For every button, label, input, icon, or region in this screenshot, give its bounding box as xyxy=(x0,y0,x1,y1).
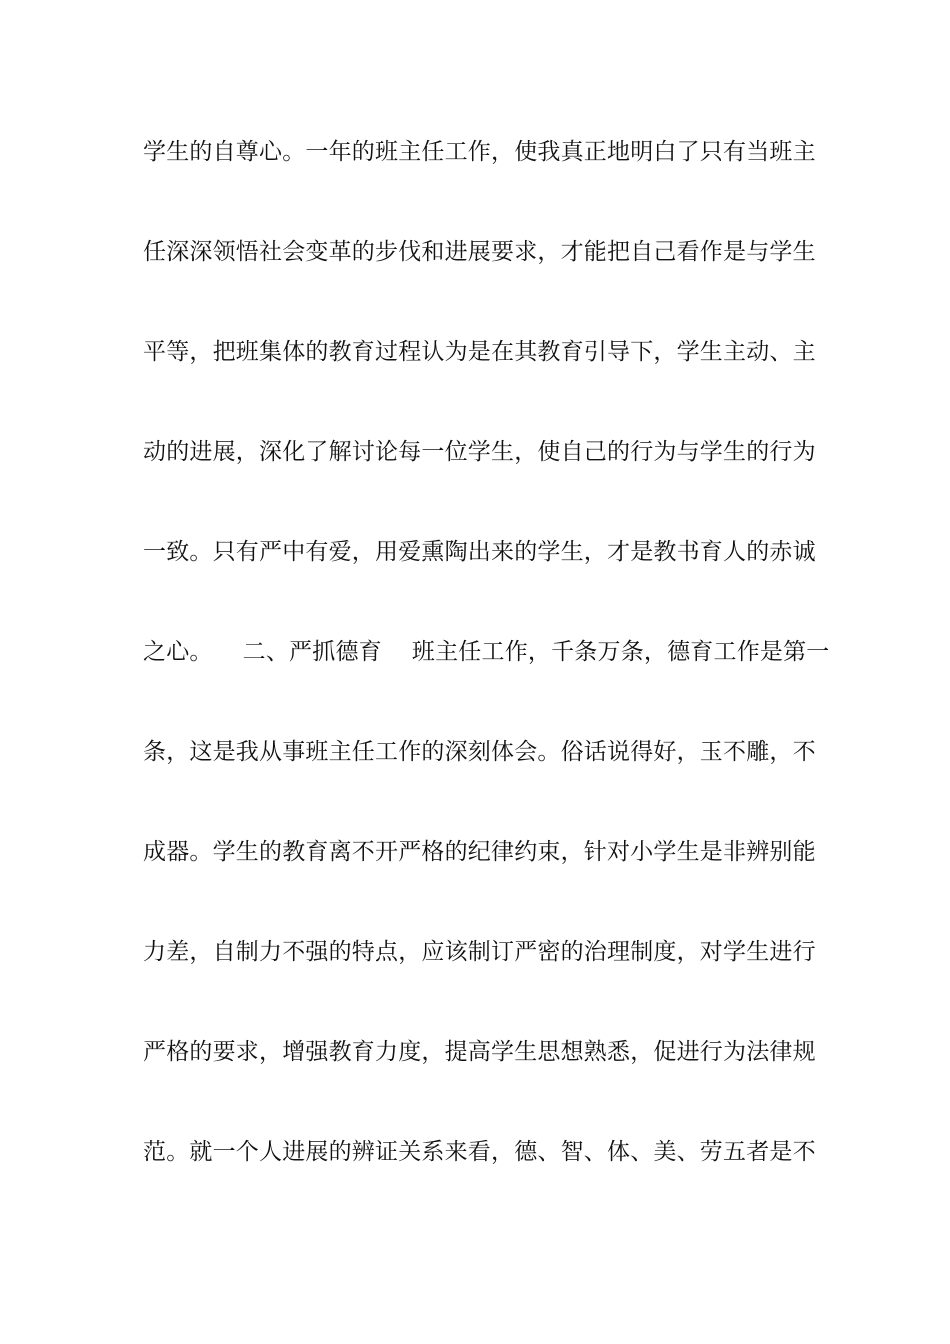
text-line: 之心。 二、严抓德育 班主任工作，千条万条，德育工作是第一 xyxy=(143,639,830,665)
text-line: 平等，把班集体的教育过程认为是在其教育引导下，学生主动、主 xyxy=(143,339,816,365)
text-line: 动的进展，深化了解讨论每一位学生，使自己的行为与学生的行为 xyxy=(143,439,816,465)
text-line: 力差，自制力不强的特点，应该制订严密的治理制度，对学生进行 xyxy=(143,939,816,965)
text-line: 严格的要求，增强教育力度，提高学生思想熟悉，促进行为法律规 xyxy=(143,1039,816,1065)
text-line: 成器。学生的教育离不开严格的纪律约束，针对小学生是非辨别能 xyxy=(143,839,816,865)
text-line: 任深深领悟社会变革的步伐和进展要求，才能把自己看作是与学生 xyxy=(143,239,816,265)
text-line: 学生的自尊心。一年的班主任工作，使我真正地明白了只有当班主 xyxy=(143,139,816,165)
text-line: 一致。只有严中有爱，用爱熏陶出来的学生，才是教书育人的赤诚 xyxy=(143,539,816,565)
text-line: 范。就一个人进展的辨证关系来看，德、智、体、美、劳五者是不 xyxy=(143,1139,816,1165)
text-line: 条，这是我从事班主任工作的深刻体会。俗话说得好，玉不雕，不 xyxy=(143,739,816,765)
body-text xyxy=(143,127,830,1227)
